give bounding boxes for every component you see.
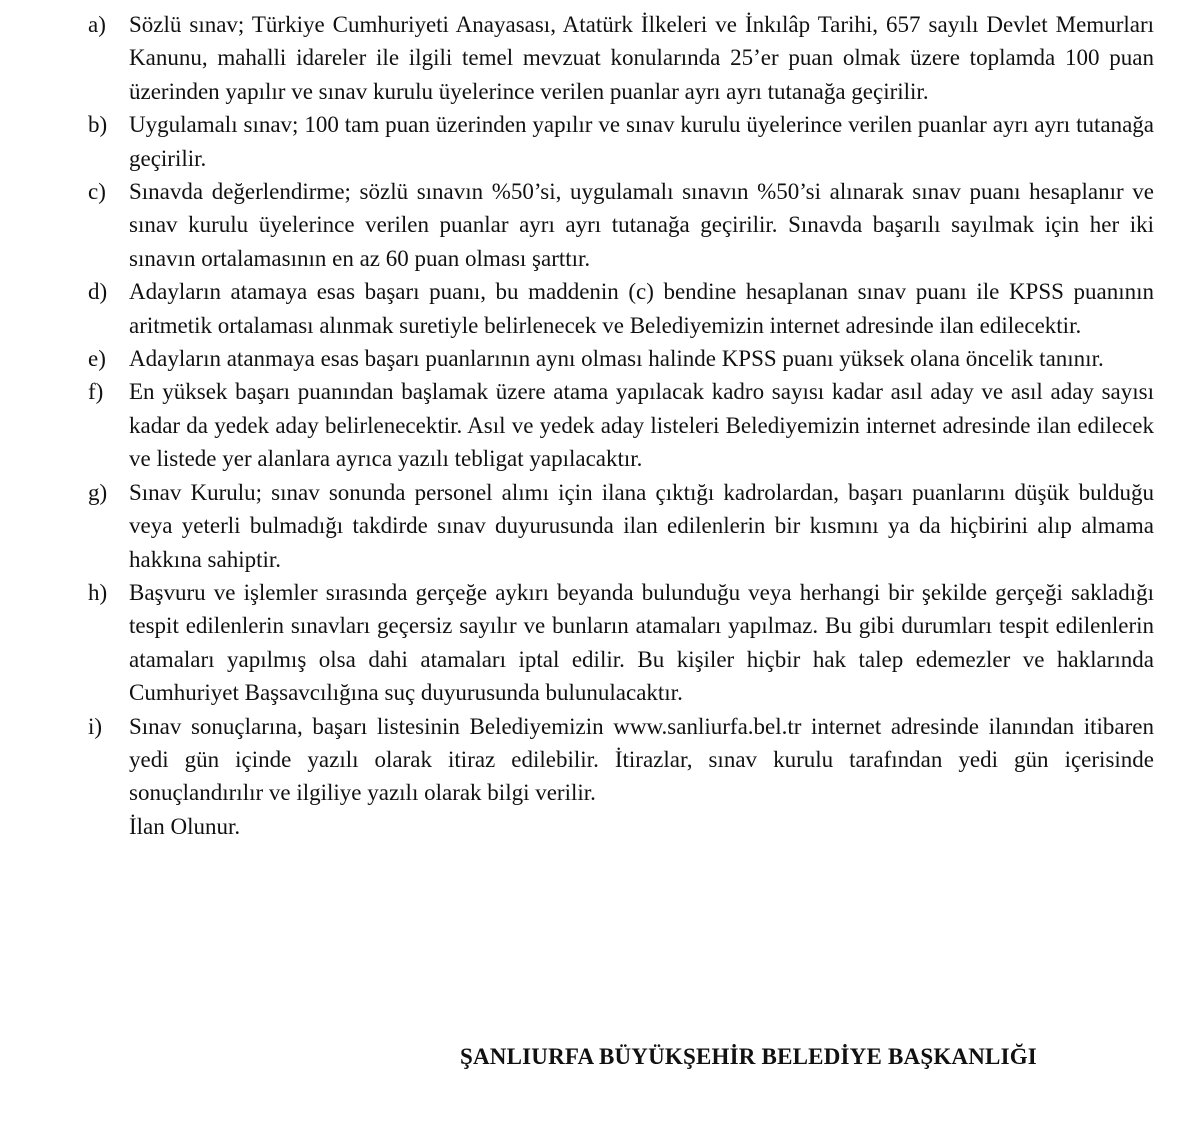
clause-marker: a) bbox=[88, 12, 106, 37]
clause-marker: d) bbox=[88, 279, 108, 305]
clause-b bbox=[88, 108, 1154, 175]
clause-c bbox=[88, 175, 1154, 275]
clause-marker: i) bbox=[88, 713, 103, 739]
clause-text: Başvuru ve işlemler sırasında gerçeğe aykırı beyanda bulunduğu veya herhangi bir şekilde gerçeği sakladığı tespit edilenlerin sınavları geçersiz sayılır ve bunların atamaları yapılmaz. Bu gibi durumları tespit edilenlerin atamaları yapılmış olsa dahi atamaları iptal edilir. Bu kişiler hiçbir hak talep edemezler ve haklarında Cumhuriyet Başsavcılığına suç duyurusunda bulunulacaktır. bbox=[129, 579, 1154, 706]
closing-line: İlan Olunur. bbox=[129, 813, 241, 839]
clause-text: Sınav Kurulu; sınav sonunda personel alımı için ilana çıktığı kadrolardan, başarı puanlarını düşük bulduğu veya yeterli bulmadığı takdirde sınav duyurusunda ilan edilenlerin bir kısmını ya da hiçbirini alıp almama hakkına sahiptir. bbox=[129, 479, 1154, 572]
clause-d bbox=[88, 275, 1154, 342]
clause-text: En yüksek başarı puanından başlamak üzere atama yapılacak kadro sayısı kadar asıl aday ve asıl aday sayısı kadar da yedek aday belirlenecektir. Asıl ve yedek aday listeleri Belediyemizin internet adresinde ilan edilecek ve listede yer alanlara ayrıca yazılı tebligat yapılacaktır. bbox=[129, 379, 1154, 472]
clause-text: Sözlü sınav; Türkiye Cumhuriyeti Anayasası, Atatürk İlkeleri ve İnkılâp Tarihi, 657 sayılı Devlet Memurları Kanunu, mahalli idareler ile ilgili temel mevzuat konularında 25’er puan olmak üzere toplamda 100 puan üzerinden yapılır ve sınav kurulu üyelerince verilen puanlar ayrı ayrı tutanağa geçirilir. bbox=[129, 12, 1154, 104]
clause-text: Sınav sonuçlarına, başarı listesinin Belediyemizin www.sanliurfa.bel.tr internet adresinde ilanından itibaren yedi gün içinde yazılı olarak itiraz edilebilir. İtirazlar, sınav kurulu tarafından yedi gün içerisinde sonuçlandırılır ve ilgiliye yazılı olarak bilgi verilir. bbox=[129, 713, 1154, 806]
clause-text: Sınavda değerlendirme; sözlü sınavın %50’si, uygulamalı sınavın %50’si alınarak sınav puanı hesaplanır ve sınav kurulu üyelerince verilen puanlar ayrı ayrı tutanağa geçirilir. Sınavda başarılı sayılmak için her iki sınavın ortalamasının en az 60 puan olması şarttır. bbox=[129, 179, 1154, 271]
clause-marker: g) bbox=[88, 479, 108, 505]
clause-marker: c) bbox=[88, 179, 106, 205]
clause-marker: b) bbox=[88, 112, 108, 138]
signature-block: ŞANLIURFA BÜYÜKŞEHİR BELEDİYE BAŞKANLIĞI bbox=[460, 1044, 1037, 1069]
clause-i bbox=[88, 710, 1154, 810]
clause-f bbox=[88, 375, 1154, 475]
clause-text: Adayların atamaya esas başarı puanı, bu maddenin (c) bendine hesaplanan sınav puanı ile KPSS puanının aritmetik ortalaması alınmak suretiyle belirlenecek ve Belediyemizin internet adresinde ilan edilecektir. bbox=[129, 279, 1154, 338]
clause-text: Uygulamalı sınav; 100 tam puan üzerinden yapılır ve sınav kurulu üyelerince verilen puanlar ayrı ayrı tutanağa geçirilir. bbox=[129, 112, 1154, 171]
clause-marker: h) bbox=[88, 579, 108, 605]
clause-g bbox=[88, 476, 1154, 576]
clause-h bbox=[88, 576, 1154, 710]
clause-marker: e) bbox=[88, 346, 106, 372]
clause-text: Adayların atanmaya esas başarı puanlarının aynı olması halinde KPSS puanı yüksek olana öncelik tanınır. bbox=[129, 346, 1104, 372]
clause-e bbox=[88, 342, 1154, 375]
clause-list bbox=[88, 8, 1154, 843]
clause-a bbox=[88, 8, 1154, 108]
clause-marker: f) bbox=[88, 379, 104, 405]
